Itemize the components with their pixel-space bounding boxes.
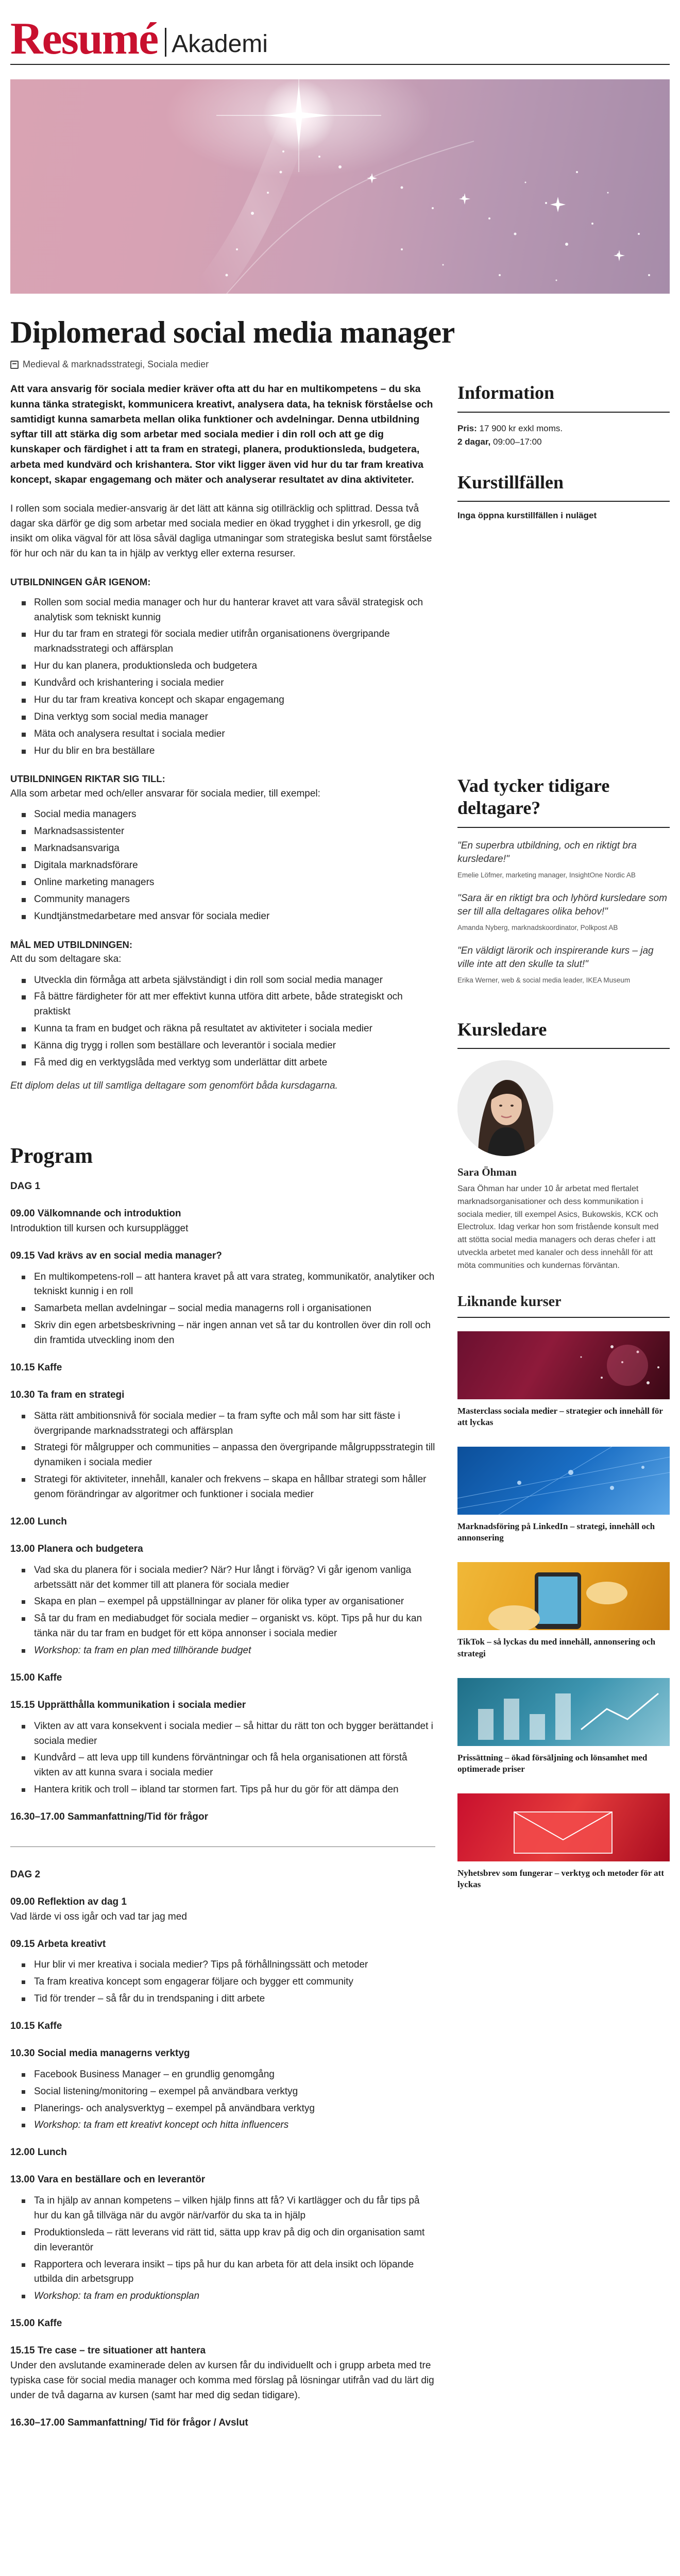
leader-section [457, 1019, 670, 1273]
day1-schedule [10, 1207, 435, 1825]
testimonial-text: "En väldigt lärorik och inspirerande kurs – jag ville inte att den skulle ta slut!" [457, 945, 654, 970]
course-thumbnail[interactable] [457, 1793, 670, 1861]
list-item: Mäta och analysera resultat i sociala medier [10, 727, 435, 742]
days-value: 09:00–17:00 [493, 436, 542, 447]
similar-title: Liknande kurser [457, 1291, 670, 1318]
program-section [10, 1143, 435, 2431]
workshop-item: Workshop: ta fram en produktionsplan [10, 2289, 435, 2304]
list-item: Skapa en plan – exempel på uppställningar av planer för olika typer av organisationer [10, 1595, 435, 1609]
schedule-slot [10, 1207, 435, 1236]
list-item: Vad ska du planera för i sociala medier? När? Hur långt i förväg? Vi går igenom vanliga arbetssätt när det kommer till att planera för sociala medier [10, 1563, 435, 1593]
list-item: Hur du blir en bra beställare [10, 744, 435, 759]
slot-items [10, 1563, 435, 1658]
slot-description: Under den avslutande examinerade delen av kursen får du individuellt och i grupp arbeta med tre typiska case för social media manager och komma med förslag på lösningar utifrån vad du lärt dig under de två dagarna av kursen (samt har med dig sedan tidigare). [10, 2360, 434, 2401]
list-item: Online marketing managers [10, 875, 435, 890]
list-item: Vikten av att vara konsekvent i sociala medier – så hittar du rätt ton och bygger berättandet i sociala medier [10, 1719, 435, 1749]
course-description: I rollen som sociala medier-ansvarig är det lätt att känna sig otillräcklig och splittrad. Dessa två dagar ska därför ge dig som arbetar med sociala medier en ökad trygghet i din yrkesroll, ge dig insikt om olika vägval för att lösa såväl dagliga utmaningar som strategiska beslut samt förståelse för hur och när du kan ta in hjälp av verktyg eller externa resurser. [10, 503, 432, 559]
brand-sub[interactable]: Akademi [172, 30, 268, 58]
schedule-slot [10, 2344, 435, 2403]
slot-title: 16.30–17.00 Sammanfattning/ Tid för frågor / Avslut [10, 2417, 248, 2428]
slot-title: 15.00 Kaffe [10, 1672, 62, 1683]
testimonials-section [457, 775, 670, 986]
slot-title: 09.15 Vad krävs av en social media manager? [10, 1250, 222, 1261]
slot-title: 10.30 Social media managerns verktyg [10, 2047, 190, 2059]
schedule-slot [10, 2173, 435, 2304]
sparkle-illustration [10, 79, 670, 294]
slot-title: 16.30–17.00 Sammanfattning/Tid för frågor [10, 1811, 208, 1823]
list-item: Social media managers [10, 807, 435, 822]
list-item: Få bättre färdigheter för att mer effektivt kunna utföra ditt arbete, både strategiskt och praktiskt [10, 990, 435, 1020]
course-intro: Att vara ansvarig för sociala medier kräver ofta att du har en multikompetens – du ska kunna tänka strategiskt, kommunicera kreativt, analysera data, ha teknisk förståelse och samtidigt kunna samarbeta mellan olika funktioner och avdelningar. Denna utbildning syftar till att stärka dig som arbetar med sociala medier i din roll och att ge dig kunskaper och färdighet i att ta fram en strategi, planera, produktionsleda, budgetera, arbeta med kundvärd och krishantera. Stor vikt ligger även vid hur du tar fram kreativa koncept, skapar engagemang och mäter och analyserar resultatet av dina aktiviteter. [10, 383, 433, 485]
slot-title: 10.15 Kaffe [10, 1362, 62, 1373]
calendar-icon [10, 361, 19, 369]
testimonial-text: "En superbra utbildning, och en riktigt bra kursledare!" [457, 840, 637, 865]
info-title: Information [457, 382, 670, 412]
testimonial [457, 944, 670, 986]
slot-title: 13.00 Vara en beställare och en leverantör [10, 2174, 206, 2185]
similar-course-card[interactable] [457, 1793, 670, 1890]
list-item: Skriv din egen arbetsbeskrivning – när ingen annan vet så tar du kontrollen över din roll och din framtida utveckling inom den [10, 1318, 435, 1348]
quotes-list [457, 839, 670, 986]
slot-title: 09.00 Välkomnande och introduktion [10, 1208, 181, 1219]
list-item: Rollen som social media manager och hur du hanterar kravet att vara såväl strategisk och analytisk som tekniskt kunnig [10, 596, 435, 625]
testimonial [457, 839, 670, 880]
list-item: Hur du kan planera, produktionsleda och budgetera [10, 659, 435, 674]
list-item: Social listening/monitoring – exempel på användbara verktyg [10, 2084, 435, 2099]
target-text: Alla som arbetar med och/eller ansvarar för sociala medier, till exempel: [10, 788, 320, 799]
course-thumbnail[interactable] [457, 1447, 670, 1515]
similar-course-title[interactable]: Masterclass sociala medier – strategier och innehåll för att lyckas [457, 1406, 663, 1428]
workshop-item: Workshop: ta fram en plan med tillhörande budget [10, 1643, 435, 1658]
target-heading: UTBILDNINGEN RIKTAR SIG TILL: [10, 773, 165, 785]
schedule-slot [10, 1361, 435, 1376]
testimonial-author: Erika Werner, web & social media leader, IKEA Museum [457, 976, 631, 984]
diploma-note: Ett diplom delas ut till samtliga deltagare som genomfört båda kursdagarna. [10, 1080, 338, 1091]
kurstill-text: Inga öppna kurstillfällen i nuläget [457, 511, 597, 521]
course-thumbnail[interactable] [457, 1331, 670, 1399]
slot-title: 10.15 Kaffe [10, 2021, 62, 2032]
site-header [10, 0, 670, 65]
schedule-slot [10, 2145, 435, 2160]
day2-schedule [10, 1895, 435, 2431]
workshop-item: Workshop: ta fram ett kreativt koncept och hitta influencers [10, 2118, 435, 2133]
course-categories [10, 358, 670, 371]
leader-avatar [457, 1060, 553, 1156]
list-item: Community managers [10, 892, 435, 907]
schedule-slot [10, 1895, 435, 1925]
course-thumbnail[interactable] [457, 1562, 670, 1630]
schedule-slot [10, 2316, 435, 2331]
slot-title: 15.00 Kaffe [10, 2318, 62, 2329]
brand-logo[interactable]: Resumé [10, 14, 158, 64]
list-item: Sätta rätt ambitionsnivå för sociala medier – ta fram syfte och mål som har sitt fäste i övergripande marknadsstrategi och affärsplan [10, 1409, 435, 1439]
schedule-slot [10, 2046, 435, 2133]
list-item: Få med dig en verktygslåda med verktyg som underlättar ditt arbete [10, 1056, 435, 1071]
list-item: Samarbeta mellan avdelningar – social media managerns roll i organisationen [10, 1301, 435, 1316]
similar-course-card[interactable] [457, 1562, 670, 1659]
leader-title: Kursledare [457, 1019, 670, 1049]
schedule-slot [10, 1810, 435, 1825]
slot-items [10, 1958, 435, 2007]
aims-list [10, 973, 435, 1071]
similar-course-card[interactable] [457, 1447, 670, 1544]
slot-title: 12.00 Lunch [10, 1516, 67, 1527]
schedule-slot [10, 1542, 435, 1658]
day-divider [10, 1846, 435, 1847]
slot-title: 12.00 Lunch [10, 2147, 67, 2158]
list-item: Planerings- och analysverktyg – exempel på användbara verktyg [10, 2102, 435, 2116]
list-item: Marknadsassistenter [10, 824, 435, 839]
slot-items [10, 1270, 435, 1348]
list-item: Hur du tar fram en strategi för sociala medier utifrån organisationens övergripande marknadsstrategi och affärsplan [10, 627, 435, 657]
schedule-slot [10, 1671, 435, 1686]
similar-course-title[interactable]: Marknadsföring på LinkedIn – strategi, innehåll och annonsering [457, 1521, 655, 1543]
list-item: Känna dig trygg i rollen som beställare och leverantör i sociala medier [10, 1039, 435, 1054]
program-title: Program [10, 1144, 93, 1168]
logo-divider [165, 28, 166, 57]
testimonial-author: Amanda Nyberg, marknadskoordinator, Polkpost AB [457, 923, 618, 931]
list-item: Kundvård och krishantering i sociala medier [10, 676, 435, 691]
sidebar [457, 382, 670, 2430]
day2-label: DAG 2 [10, 1869, 41, 1880]
testimonial-text: "Sara är en riktigt bra och lyhörd kursledare som ser till alla deltagares olika behov!" [457, 892, 667, 918]
similar-course-card[interactable] [457, 1331, 670, 1428]
days-label: 2 dagar, [457, 436, 491, 447]
list-item: Strategi för målgrupper och communities – anpassa den övergripande målgruppsstrategin till dynamiken i sociala medier [10, 1440, 435, 1470]
schedule-slot [10, 1249, 435, 1348]
testimonial [457, 892, 670, 933]
schedule-slot [10, 1937, 435, 2007]
hero-image [10, 79, 670, 294]
slot-items [10, 1719, 435, 1798]
leader-bio: Sara Öhman har under 10 år arbetat med flertalet marknadsorganisationer och dess kommunikation i sociala medier, till exempel Asics, Bukowskis, KCK och Electrolux. Idag verkar hon som fristående konsult med att stötta social media managers och deras chefer i att utveckla arbetet med kanaler och dess innehåll för att möta communities och kundernas förväntan. [457, 1184, 659, 1270]
similar-courses-section [457, 1291, 670, 1890]
schedule-slot [10, 1388, 435, 1502]
list-item: Hantera kritik och troll – ibland tar stormen fart. Tips på hur du gör för att dämpa den [10, 1783, 435, 1798]
kurstillfallen-section [457, 471, 670, 522]
list-item: Marknadsansvariga [10, 841, 435, 856]
price-label: Pris: [457, 423, 477, 433]
list-item: Hur blir vi mer kreativa i sociala medier? Tips på förhållningssätt och metoder [10, 1958, 435, 1973]
goals-list [10, 596, 435, 759]
list-item: Så tar du fram en mediabudget för sociala medier – organiskt vs. köpt. Tips på hur du kan tänka när du tar fram en budget för ett köpa annonser i sociala medier [10, 1612, 435, 1641]
course-thumbnail[interactable] [457, 1678, 670, 1746]
list-item: En multikompetens-roll – att hantera kravet på att vara strateg, kommunikatör, analytiker och tekniskt kunnig i en roll [10, 1270, 435, 1300]
slot-title: 10.30 Ta fram en strategi [10, 1389, 125, 1400]
categories-text[interactable]: Medieval & marknadsstrategi, Sociala medier [23, 359, 209, 369]
list-item: Strategi för aktiviteter, innehåll, kanaler och frekvens – skapa en hållbar strategi som håller genom förändringar av algoritmer och funktioner i sociala medier [10, 1472, 435, 1502]
main-content [10, 382, 435, 2430]
testimonial-author: Emelie Löfmer, marketing manager, InsightOne Nordic AB [457, 871, 636, 879]
similar-course-title[interactable]: Nyhetsbrev som fungerar – verktyg och metoder för att lyckas [457, 1868, 665, 1889]
goals-heading: UTBILDNINGEN GÅR IGENOM: [10, 576, 151, 587]
price-value: 17 900 kr exkl moms. [479, 423, 563, 433]
list-item: Ta fram kreativa koncept som engagerar följare och bygger ett community [10, 1975, 435, 1990]
slot-items [10, 1409, 435, 1502]
day1-label: DAG 1 [10, 1181, 41, 1192]
similar-course-title[interactable]: Prissättning – ökad försäljning och lönsamhet med optimerade priser [457, 1752, 648, 1774]
quotes-title: Vad tycker tidigare deltagare? [457, 775, 670, 827]
slot-items [10, 2067, 435, 2133]
list-item: Kundtjänstmedarbetare med ansvar för sociala medier [10, 909, 435, 924]
aims-text: Att du som deltagare ska: [10, 953, 122, 964]
schedule-slot [10, 1515, 435, 1530]
list-item: Utveckla din förmåga att arbeta självständigt i din roll som social media manager [10, 973, 435, 988]
schedule-slot [10, 1698, 435, 1798]
list-item: Digitala marknadsförare [10, 858, 435, 873]
course-title: Diplomerad social media manager [10, 315, 455, 349]
list-item: Facebook Business Manager – en grundlig genomgång [10, 2067, 435, 2082]
slot-title: 13.00 Planera och budgetera [10, 1543, 143, 1554]
list-item: Tid för trender – så får du in trendspaning i ditt arbete [10, 1992, 435, 2007]
slot-title: 15.15 Upprätthålla kommunikation i sociala medier [10, 1699, 246, 1710]
kurstill-title: Kurstillfällen [457, 471, 670, 502]
slot-title: 09.00 Reflektion av dag 1 [10, 1896, 127, 1907]
schedule-slot [10, 2019, 435, 2034]
similar-course-title[interactable]: TikTok – så lyckas du med innehåll, annonsering och strategi [457, 1637, 656, 1658]
list-item: Rapportera och leverara insikt – tips på hur du kan arbeta för att dela insikt och löpande utbilda din arbetsgrupp [10, 2258, 435, 2287]
aims-heading: MÅL MED UTBILDNINGEN: [10, 939, 133, 950]
list-item: Ta in hjälp av annan kompetens – vilken hjälp finns att få? Vi kartlägger och du får tips på hur du kan gå tillväga när du avgör när/varför du ska ta in hjälp [10, 2194, 435, 2224]
leader-name: Sara Öhman [457, 1166, 517, 1179]
list-item: Dina verktyg som social media manager [10, 710, 435, 725]
list-item: Produktionsleda – rätt leverans vid rätt tid, sätta upp krav på dig och din organisation samt din leverantör [10, 2226, 435, 2256]
schedule-slot [10, 2416, 435, 2431]
slot-description: Introduktion till kursen och kursupplägget [10, 1223, 189, 1234]
target-list [10, 807, 435, 924]
slot-items [10, 2194, 435, 2304]
list-item: Hur du tar fram kreativa koncept och skapar engagemang [10, 693, 435, 708]
list-item: Kundvård – att leva upp till kundens förväntningar och få hela organisationen att förstå vikten av att kunna svara i sociala medier [10, 1751, 435, 1781]
slot-title: 09.15 Arbeta kreativt [10, 1938, 106, 1950]
similar-course-card[interactable] [457, 1678, 670, 1775]
info-box [457, 422, 670, 449]
list-item: Kunna ta fram en budget och räkna på resultatet av aktiviteter i sociala medier [10, 1022, 435, 1037]
slot-description: Vad lärde vi oss igår och vad tar jag med [10, 1911, 187, 1922]
slot-title: 15.15 Tre case – tre situationer att hantera [10, 2345, 206, 2357]
